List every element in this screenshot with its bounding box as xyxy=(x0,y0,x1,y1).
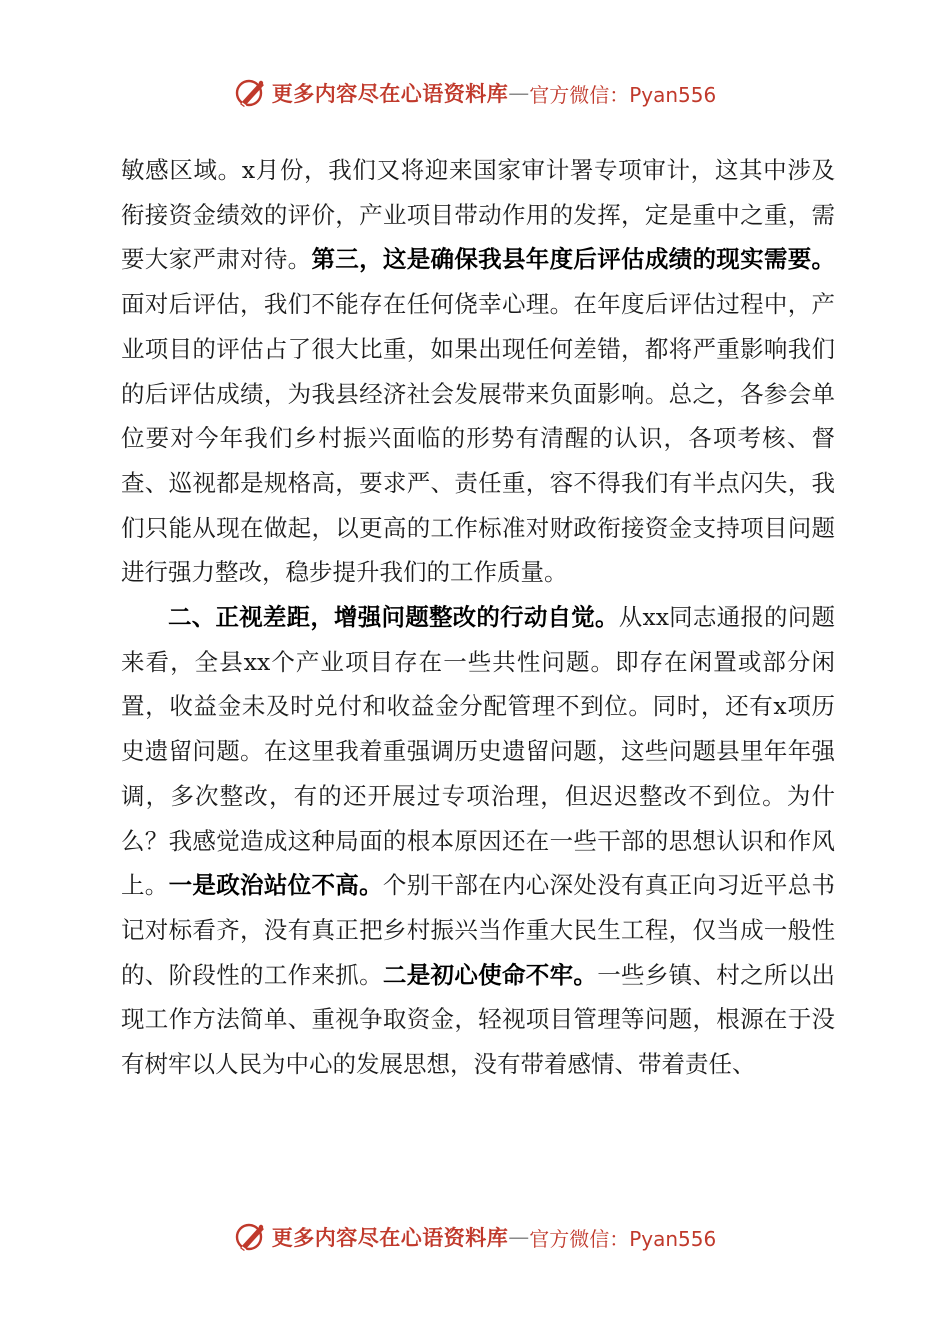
paragraph-bold-text: 二是初心使命不牢。 xyxy=(382,960,598,989)
footer-banner xyxy=(0,1217,950,1257)
banner-main-text: 更多内容尽在心语资料库 xyxy=(271,81,509,106)
banner-main-text: 更多内容尽在心语资料库 xyxy=(271,1225,509,1250)
paragraph-text: 从xx同志通报的问题来看，全县xx个产业项目存在一些共性问题。即存在闲置或部分闲置，收益金未及时兑付和收益金分配管理不到位。同时，还有x项历史遗留问题。在这里我着重强调历史遗留问题，这些问题县里年年强调，多次整改，有的还开展过专项治理，但迟迟整改不到位。为什么？我感觉造成这种局面的根本原因还在一些干部的思想认识和作风上。 xyxy=(121,603,835,900)
paragraph-text: 一些乡镇、村之所以出现工作方法简单、重视争取资金，轻视项目管理等问题，根源在于没有树牢以人民为中心的发展思想，没有带着感情、带着责任、 xyxy=(121,960,836,1079)
pen-logo-icon xyxy=(234,76,268,110)
pen-logo-icon xyxy=(234,1220,268,1254)
banner-separator: — xyxy=(508,81,530,105)
paragraph-text: 面对后评估，我们不能存在任何侥幸心理。在年度后评估过程中，产业项目的评估占了很大比重，如果出现任何差错，都将严重影响我们的后评估成绩，为我县经济社会发展带来负面影响。总之，各参会单位要对今年我们乡村振兴面临的形势有清醒的认识，各项考核、督查、巡视都是规格高，要求严、责任重，容不得我们有半点闪失，我们只能从现在做起，以更高的工作标准对财政衔接资金支持项目问题进行强力整改，稳步提升我们的工作质量。 xyxy=(121,290,835,587)
banner-contact-text: 官方微信：Pyan556 xyxy=(529,1226,717,1251)
header-banner xyxy=(0,73,950,113)
banner-separator: — xyxy=(508,1225,530,1249)
banner-contact-text: 官方微信：Pyan556 xyxy=(529,82,717,107)
document-body xyxy=(121,148,835,1087)
paragraph xyxy=(121,148,835,595)
section-heading: 二、正视差距，增强问题整改的行动自觉。 xyxy=(168,603,619,632)
paragraph-text: 个别干部在内心深处没有真正向习近平总书记对标看齐，没有真正把乡村振兴当作重大民生工程，仅当成一般性的、阶段性的工作来抓。 xyxy=(121,871,836,989)
paragraph-text: 敏感区域。x月份，我们又将迎来国家审计署专项审计，这其中涉及衔接资金绩效的评价，产业项目带动作用的发挥，定是重中之重，需要大家严肃对待。 xyxy=(121,156,835,274)
paragraph-bold-text: 第三，这是确保我县年度后评估成绩的现实需要。 xyxy=(311,245,836,274)
paragraph-bold-text: 一是政治站位不高。 xyxy=(168,871,383,900)
paragraph xyxy=(121,595,835,1087)
